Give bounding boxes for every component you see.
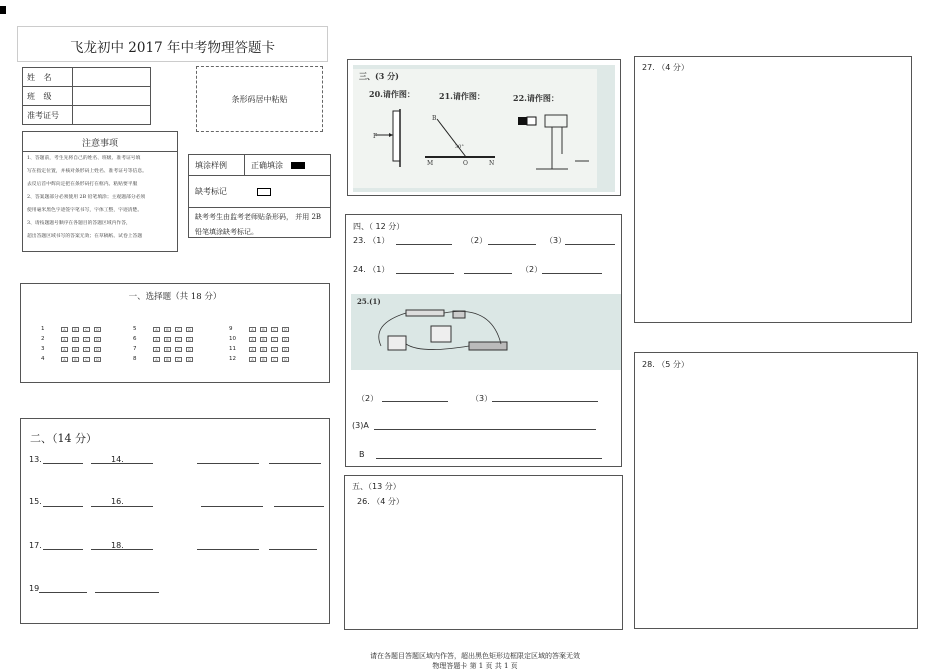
- section-2-box: [20, 418, 330, 624]
- section-5-box: [344, 475, 623, 630]
- barcode-area: [196, 66, 323, 132]
- barcode-label: 条形码居中粘贴: [231, 94, 288, 104]
- mc-question-row: [229, 344, 293, 354]
- q18-answer-line-3[interactable]: [269, 549, 317, 550]
- mc-question-number: 9: [229, 326, 233, 332]
- mc-option-bubble[interactable]: D: [94, 337, 101, 342]
- mc-option-bubble[interactable]: C: [175, 357, 182, 362]
- mc-option-bubble[interactable]: C: [175, 347, 182, 352]
- q21-incident-ray: [437, 119, 466, 157]
- mc-option-bubble[interactable]: B: [72, 337, 79, 342]
- section-3-photo: [353, 65, 615, 192]
- mc-question-number: 6: [133, 336, 137, 342]
- mc-column: [229, 324, 293, 364]
- notice-line: 去反后首中辉向定把在条形码打在框内。粘贴要平服: [27, 182, 138, 187]
- q24-2-label: （2）: [521, 265, 543, 274]
- mc-option-bubble[interactable]: D: [186, 337, 193, 342]
- mc-option-bubble[interactable]: B: [164, 357, 171, 362]
- mc-question-row: [133, 334, 197, 344]
- q15-answer-line[interactable]: [43, 506, 83, 507]
- q16-label: 16.: [111, 497, 124, 506]
- mc-question-number: 7: [133, 346, 137, 352]
- notice-line: 1、答题前，考生先将自己的姓名、班级、准考证号填: [27, 156, 141, 161]
- q23-1-answer-line[interactable]: [396, 244, 452, 245]
- mc-option-bubble[interactable]: D: [282, 327, 289, 332]
- mc-option-bubble[interactable]: D: [186, 357, 193, 362]
- mc-option-bubble[interactable]: C: [83, 347, 90, 352]
- section-3-photo-paper: [353, 69, 597, 188]
- q14-label: 14.: [111, 455, 124, 464]
- mc-option-bubble[interactable]: B: [260, 337, 267, 342]
- info-class-label: 班 级: [23, 87, 73, 106]
- mc-option-bubble[interactable]: A: [249, 337, 256, 342]
- mc-question-number: 2: [41, 336, 45, 342]
- mc-question-row: [133, 344, 197, 354]
- q25-2-label: （2）: [357, 394, 379, 403]
- mc-question-number: 12: [229, 356, 236, 362]
- mc-option-bubble[interactable]: B: [260, 347, 267, 352]
- q16-answer-line-3[interactable]: [274, 506, 324, 507]
- q25-circuit-figure: [351, 294, 621, 370]
- mc-option-bubble[interactable]: B: [72, 327, 79, 332]
- q21-label-o: O: [463, 160, 468, 167]
- q18-answer-line-2[interactable]: [197, 549, 259, 550]
- q21-label-b: B: [432, 115, 437, 122]
- q25-3-label: （3）: [471, 394, 493, 403]
- mc-option-bubble[interactable]: C: [175, 327, 182, 332]
- mc-option-bubble[interactable]: C: [271, 337, 278, 342]
- q20-arrowhead: [389, 133, 393, 137]
- info-class-field[interactable]: [73, 87, 151, 106]
- ammeter-icon: [388, 336, 406, 350]
- mc-question-row: [41, 344, 105, 354]
- question-27-box[interactable]: [634, 56, 912, 323]
- mc-option-bubble[interactable]: D: [282, 337, 289, 342]
- notice-line: 3、请按题题号顺序在各题目的答题区域内作答，: [27, 221, 131, 226]
- q14-answer-line-2[interactable]: [197, 463, 259, 464]
- battery-icon: [406, 310, 444, 316]
- title-box: [17, 26, 328, 62]
- mc-option-bubble[interactable]: B: [72, 357, 79, 362]
- footer-page-info: 物理答题卡 第 1 页 共 1 页: [432, 662, 518, 670]
- q13-label: 13.: [29, 455, 42, 464]
- q25-3a-answer-line[interactable]: [374, 429, 596, 430]
- info-exam-id-field[interactable]: [73, 106, 151, 125]
- mc-question-row: [41, 354, 105, 364]
- mc-option-bubble[interactable]: C: [271, 357, 278, 362]
- info-exam-id-label: 准考证号: [23, 106, 73, 125]
- q21-label-angle: 30°: [455, 144, 464, 150]
- mc-question-row: [41, 334, 105, 344]
- q25-label: 25.(1): [357, 297, 381, 306]
- notice-line: 超出答题区域书写的答案无效；在草稿纸、试卷上答题: [27, 234, 143, 239]
- q24-1-answer-line[interactable]: [396, 273, 454, 274]
- section-2-title: 二、（14 分）: [30, 432, 97, 445]
- mc-question-row: [229, 334, 293, 344]
- mc-option-bubble[interactable]: D: [282, 347, 289, 352]
- notice-line: 2、答案题部分必须使用 2B 铅笔填涂；主观题部分必须: [27, 195, 146, 200]
- section-3-figures: [353, 69, 597, 188]
- mc-option-bubble[interactable]: A: [61, 347, 68, 352]
- mc-question-row: [133, 324, 197, 334]
- q19-answer-line[interactable]: [39, 592, 87, 593]
- q17-label: 17.: [29, 541, 42, 550]
- q23-2-label: （2）: [466, 236, 488, 245]
- mc-option-bubble[interactable]: A: [61, 357, 68, 362]
- q25-3-answer-line[interactable]: [492, 401, 598, 402]
- section-3-heading: 三、(3 分): [359, 71, 399, 81]
- mc-option-bubble[interactable]: C: [271, 347, 278, 352]
- mc-option-bubble[interactable]: A: [153, 347, 160, 352]
- mc-option-bubble[interactable]: A: [153, 327, 160, 332]
- absent-mark-checkbox[interactable]: [257, 188, 271, 196]
- mc-question-number: 3: [41, 346, 45, 352]
- question-28-box[interactable]: [634, 352, 918, 629]
- q14-answer-line-3[interactable]: [269, 463, 321, 464]
- section-3-box: [347, 59, 621, 196]
- mc-question-row: [229, 354, 293, 364]
- q23-2-answer-line[interactable]: [488, 244, 536, 245]
- q19-label: 19: [29, 584, 40, 593]
- mc-option-bubble[interactable]: D: [186, 347, 193, 352]
- mc-option-bubble[interactable]: C: [83, 357, 90, 362]
- mc-option-bubble[interactable]: C: [271, 327, 278, 332]
- mc-option-bubble[interactable]: B: [164, 347, 171, 352]
- q25-b-answer-line[interactable]: [376, 458, 602, 459]
- q22-magnet-s: [527, 117, 536, 125]
- info-name-label: 姓 名: [23, 68, 73, 87]
- mc-question-number: 5: [133, 326, 137, 332]
- q18-label: 18.: [111, 541, 124, 550]
- correct-fill-label: 正确填涂: [251, 160, 283, 170]
- q25-3a-label: (3)A: [352, 421, 369, 430]
- mc-option-bubble[interactable]: B: [260, 327, 267, 332]
- mc-question-number: 10: [229, 336, 236, 342]
- mc-option-bubble[interactable]: C: [83, 327, 90, 332]
- voltmeter-icon: [431, 326, 451, 342]
- q17-answer-line[interactable]: [43, 549, 83, 550]
- mc-option-bubble[interactable]: D: [94, 347, 101, 352]
- notice-line: 写在指定位置，并核对条形码上姓名、准考证号等信息。: [27, 169, 147, 174]
- q22-label: 22.请作图：: [513, 93, 559, 103]
- mc-option-bubble[interactable]: A: [61, 337, 68, 342]
- section-5-title: 五、（13 分）: [352, 482, 401, 491]
- sample-label: 填涂样例: [189, 155, 245, 175]
- q27-label: 27. （4 分）: [642, 63, 689, 72]
- mc-option-bubble[interactable]: A: [153, 337, 160, 342]
- q19-answer-line-2[interactable]: [95, 592, 159, 593]
- q16-answer-line-2[interactable]: [201, 506, 263, 507]
- q21-label-m: M: [427, 160, 434, 167]
- mc-column: [41, 324, 105, 364]
- absent-note: 缺考考生由监考老师贴条形码， 并用 2B 铅笔填涂缺考标记。: [195, 213, 322, 236]
- q20-label: 20.请作图：: [369, 89, 415, 99]
- q23-3-answer-line[interactable]: [565, 244, 615, 245]
- q23-label: 23. （1）: [353, 236, 390, 245]
- corner-registration-mark: [0, 6, 6, 14]
- mc-option-bubble[interactable]: B: [164, 327, 171, 332]
- q13-answer-line[interactable]: [43, 463, 83, 464]
- mc-question-number: 4: [41, 356, 45, 362]
- q24-label: 24. （1）: [353, 265, 390, 274]
- mc-question-row: [41, 324, 105, 334]
- mc-question-row: [133, 354, 197, 364]
- q24-1b-answer-line[interactable]: [464, 273, 512, 274]
- mc-option-bubble[interactable]: B: [260, 357, 267, 362]
- notice-box: [22, 131, 178, 252]
- section-1-title: 一、选择题（共 18 分）: [128, 292, 222, 302]
- section-4-box: [345, 214, 622, 467]
- section-1-multiple-choice: [20, 283, 330, 383]
- mc-option-bubble[interactable]: C: [175, 337, 182, 342]
- section-4-title: 四、（ 12 分）: [353, 222, 405, 231]
- q25-b-label: B: [359, 450, 365, 459]
- q22-coil: [545, 115, 567, 127]
- mc-option-bubble[interactable]: D: [94, 327, 101, 332]
- q21-label-n: N: [489, 160, 495, 167]
- mc-option-bubble[interactable]: A: [249, 327, 256, 332]
- notice-line: 使用毫米黑色字迹签字笔书写，字体工整，字迹清楚。: [27, 208, 143, 213]
- correct-fill-swatch: [291, 162, 305, 169]
- mc-option-bubble[interactable]: D: [282, 357, 289, 362]
- mc-question-row: [229, 324, 293, 334]
- mc-question-number: 11: [229, 346, 236, 352]
- wire: [406, 344, 469, 350]
- absent-mark-label: 缺考标记: [195, 187, 227, 196]
- q23-3-label: （3）: [545, 236, 567, 245]
- mc-option-bubble[interactable]: A: [153, 357, 160, 362]
- q15-label: 15.: [29, 497, 42, 506]
- rheostat-icon: [469, 342, 507, 350]
- q20-label-f: F: [373, 133, 378, 140]
- notice-title: 注意事项: [81, 139, 118, 149]
- mc-option-bubble[interactable]: B: [72, 347, 79, 352]
- mc-option-bubble[interactable]: A: [249, 347, 256, 352]
- fill-sample-box: [188, 154, 331, 238]
- q22-magnet-n: [518, 117, 527, 125]
- mc-question-number: 8: [133, 356, 137, 362]
- q24-2-answer-line[interactable]: [542, 273, 602, 274]
- mc-option-bubble[interactable]: A: [61, 327, 68, 332]
- q25-circuit-photo: [351, 294, 621, 370]
- mc-option-bubble[interactable]: C: [83, 337, 90, 342]
- mc-option-bubble[interactable]: D: [186, 327, 193, 332]
- mc-question-number: 1: [41, 326, 45, 332]
- mc-option-bubble[interactable]: A: [249, 357, 256, 362]
- switch-icon: [453, 311, 465, 318]
- q20-block: [393, 111, 400, 161]
- page-title: 飞龙初中 2017 年中考物理答题卡: [70, 40, 275, 56]
- q21-label: 21.请作图：: [439, 91, 485, 101]
- q28-label: 28. （5 分）: [642, 360, 689, 369]
- footer-note: 请在各题目答题区域内作答，超出黑色矩形边框限定区域的答案无效: [370, 652, 580, 660]
- mc-option-bubble[interactable]: B: [164, 337, 171, 342]
- student-info-table: [22, 67, 151, 125]
- info-name-field[interactable]: [73, 68, 151, 87]
- mc-column: [133, 324, 197, 364]
- mc-option-bubble[interactable]: D: [94, 357, 101, 362]
- q25-2-answer-line[interactable]: [382, 401, 448, 402]
- q26-label: 26. （4 分）: [357, 497, 404, 506]
- q16-answer-line[interactable]: [91, 506, 153, 507]
